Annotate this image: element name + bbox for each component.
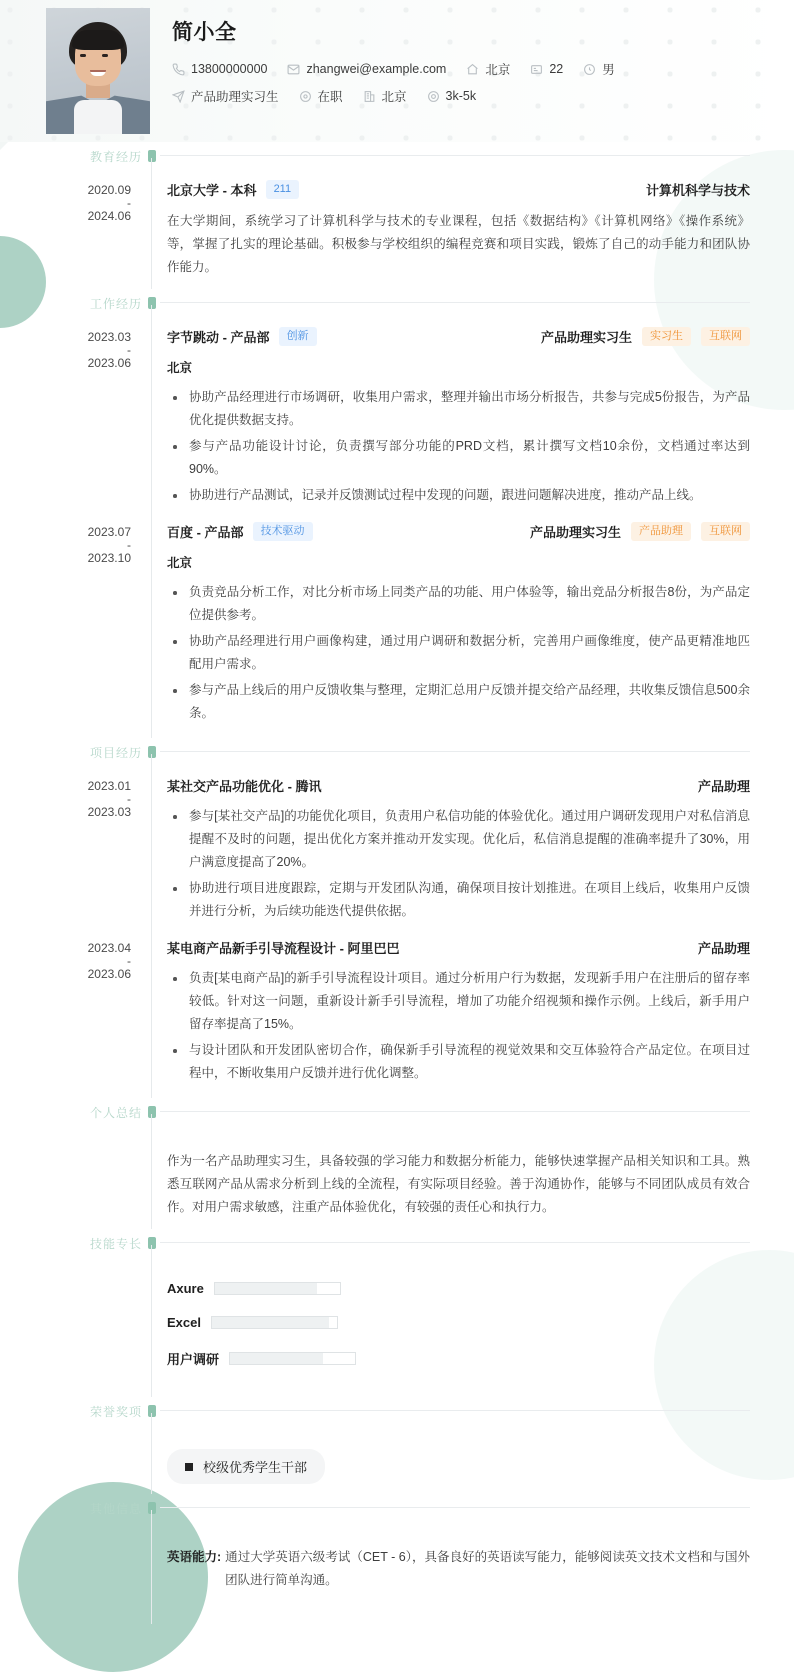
section-title-education: 教育经历	[89, 150, 142, 164]
date-separator: -	[127, 792, 131, 806]
gender-icon	[583, 63, 596, 76]
project-bullets	[167, 967, 750, 1085]
project-item	[0, 768, 794, 930]
contact-email	[287, 62, 446, 76]
education-date-start: 2020.09	[87, 183, 131, 197]
education-date-end: 2024.06	[87, 209, 131, 223]
project-bullet: 与设计团队和开发团队密切合作，确保新手引导流程的视觉效果和交互体验符合产品定位。在项目过程中，不断收集用户反馈并进行优化调整。	[167, 1039, 750, 1085]
education-item	[0, 172, 794, 283]
work-company: 百度 - 产品部	[167, 525, 244, 540]
work-bullets	[167, 581, 750, 725]
section-title-skills: 技能专长	[89, 1237, 142, 1251]
section-other	[0, 1494, 794, 1624]
skills-date-spacer	[0, 1267, 151, 1387]
section-marker-icon	[148, 1237, 156, 1249]
job-status-text: 在职	[317, 90, 343, 104]
work-item	[0, 319, 794, 514]
section-honors	[0, 1397, 794, 1494]
summary-date-spacer	[0, 1136, 151, 1219]
page-title: 简小全	[172, 21, 237, 44]
contact-gender-text: 男	[602, 63, 615, 77]
contact-age-text: 22	[549, 62, 564, 76]
skill-row	[167, 1349, 750, 1368]
other-info-value: 通过大学英语六级考试（CET - 6），具备良好的英语读写能力，能够阅读英文技术文档和与国外团队进行简单沟通。	[225, 1550, 750, 1587]
work-bullets	[167, 386, 750, 507]
section-summary	[0, 1098, 794, 1229]
salary-icon	[427, 90, 440, 103]
skill-row	[167, 1315, 750, 1330]
other-date-spacer	[0, 1532, 151, 1592]
section-divider	[160, 1111, 750, 1112]
project-date-start: 2023.01	[87, 779, 131, 793]
project-item	[0, 930, 794, 1092]
project-date-end: 2023.03	[87, 805, 131, 819]
section-title-other: 其他信息	[89, 1502, 142, 1516]
home-icon	[466, 63, 479, 76]
contact-phone-text: 13800000000	[191, 62, 268, 76]
project-bullet: 负责[某电商产品]的新手引导流程设计项目。通过分析用户行为数据，发现新手用户在注册后的留存率较低。针对这一问题，重新设计新手引导流程，增加了功能介绍视频和操作示例。上线后，新手用户留存率提高了15%。	[167, 967, 750, 1036]
work-bullet: 协助进行产品测试，记录并反馈测试过程中发现的问题，跟进问题解决进度，推动产品上线。	[167, 484, 750, 507]
mail-icon	[287, 63, 300, 76]
avatar	[46, 8, 150, 134]
summary-text: 作为一名产品助理实习生，具备较强的学习能力和数据分析能力，能够快速掌握产品相关知识和工具。熟悉互联网产品从需求分析到上线的全流程，有实际项目经验。善于沟通协作，能够与不同团队成员有效合作。对用户需求敏感，注重产品体验优化，有较强的责任心和执行力。	[167, 1154, 750, 1214]
work-location: 北京	[167, 556, 193, 570]
project-date	[0, 938, 151, 1088]
summary-item	[0, 1128, 794, 1223]
section-skills	[0, 1229, 794, 1397]
skill-row	[167, 1281, 750, 1296]
section-marker-icon	[148, 150, 156, 162]
contact-gender	[583, 60, 615, 78]
work-date	[0, 327, 151, 510]
section-title-summary: 个人总结	[89, 1106, 142, 1120]
skill-level-fill	[230, 1353, 323, 1364]
section-education	[0, 142, 794, 289]
skills-item	[0, 1259, 794, 1391]
other-info-label: 英语能力:	[167, 1550, 222, 1564]
honor-badge	[167, 1449, 325, 1484]
work-tag: 实习生	[642, 327, 691, 346]
work-date	[0, 522, 151, 728]
job-status	[299, 87, 343, 105]
section-marker-icon	[148, 746, 156, 758]
section-work	[0, 289, 794, 738]
section-divider	[160, 1507, 750, 1508]
work-position: 产品助理实习生	[540, 330, 632, 345]
skill-name: Excel	[167, 1315, 201, 1330]
section-title-project: 项目经历	[89, 746, 142, 760]
project-date-start: 2023.04	[87, 941, 131, 955]
education-major: 计算机科学与技术	[645, 183, 750, 198]
education-school: 北京大学 - 本科	[167, 183, 257, 198]
work-date-start: 2023.07	[87, 525, 131, 539]
contact-city-text: 北京	[485, 63, 511, 77]
phone-icon	[172, 63, 185, 76]
job-intent-city-text: 北京	[381, 90, 407, 104]
skill-level-fill	[215, 1283, 318, 1294]
salary-expectation-text: 3k-5k	[445, 89, 477, 103]
section-divider	[160, 1410, 750, 1411]
contact-email-text: zhangwei@example.com	[306, 62, 447, 76]
contact-age	[530, 62, 563, 76]
project-bullet: 协助进行项目进度跟踪，定期与开发团队沟通，确保项目按计划推进。在项目上线后，收集用户反馈并进行分析，为后续功能迭代提供依据。	[167, 877, 750, 923]
section-divider	[160, 751, 750, 752]
date-separator: -	[127, 538, 131, 552]
job-intent-city	[363, 87, 407, 105]
project-bullet: 参与[某社交产品]的功能优化项目，负责用户私信功能的体验优化。通过用户调研发现用户对私信消息提醒不及时的问题，提出优化方案并推动开发实现。优化后，私信消息提醒的准确率提升了30%，用户满意度提高了20%。	[167, 805, 750, 874]
date-separator: -	[127, 954, 131, 968]
resume-header	[0, 0, 794, 142]
work-bullet: 参与产品功能设计讨论，负责撰写部分功能的PRD文档，累计撰写文档10余份，文档通过率达到90%。	[167, 435, 750, 481]
section-divider	[160, 302, 750, 303]
skill-name: 用户调研	[167, 1352, 220, 1367]
salary-expectation	[427, 89, 477, 103]
work-company: 字节跳动 - 产品部	[167, 330, 270, 345]
project-role: 产品助理	[697, 941, 750, 956]
honors-item	[0, 1427, 794, 1488]
section-marker-icon	[148, 1106, 156, 1118]
work-bullet: 协助产品经理进行市场调研，收集用户需求，整理并输出市场分析报告，共参与完成5份报告，为产品优化提供数据支持。	[167, 386, 750, 432]
building-icon	[363, 90, 376, 103]
work-location: 北京	[167, 361, 193, 375]
project-name: 某社交产品功能优化 - 腾讯	[167, 779, 322, 794]
contact-row-secondary	[172, 87, 635, 105]
skill-level-bar	[211, 1316, 338, 1329]
work-tag: 互联网	[701, 522, 750, 541]
section-title-work: 工作经历	[89, 297, 142, 311]
honor-label: 校级优秀学生干部	[203, 1460, 308, 1475]
skill-level-bar	[214, 1282, 341, 1295]
section-marker-icon	[148, 1405, 156, 1417]
contact-city	[466, 60, 510, 78]
project-name: 某电商产品新手引导流程设计 - 阿里巴巴	[167, 941, 400, 956]
honors-date-spacer	[0, 1435, 151, 1484]
contact-row-primary	[172, 60, 635, 78]
id-card-icon	[530, 63, 543, 76]
date-separator: -	[127, 196, 131, 210]
section-marker-icon	[148, 297, 156, 309]
skill-name: Axure	[167, 1281, 204, 1296]
education-date	[0, 180, 151, 279]
work-date-start: 2023.03	[87, 330, 131, 344]
work-bullet: 负责竞品分析工作，对比分析市场上同类产品的功能、用户体验等，输出竞品分析报告8份，为产品定位提供参考。	[167, 581, 750, 627]
work-bullet: 协助产品经理进行用户画像构建，通过用户调研和数据分析，完善用户画像维度，使产品更精准地匹配用户需求。	[167, 630, 750, 676]
section-project	[0, 738, 794, 1098]
section-divider	[160, 1242, 750, 1243]
status-icon	[299, 90, 312, 103]
section-title-honors: 荣誉奖项	[89, 1405, 142, 1419]
job-intent-position-text: 产品助理实习生	[191, 90, 279, 104]
section-divider	[160, 155, 750, 156]
other-item	[0, 1524, 794, 1596]
work-bullet: 参与产品上线后的用户反馈收集与整理，定期汇总用户反馈并提交给产品经理，共收集反馈信息500余条。	[167, 679, 750, 725]
work-date-end: 2023.10	[87, 551, 131, 565]
work-date-end: 2023.06	[87, 356, 131, 370]
section-marker-icon	[148, 1502, 156, 1514]
work-tag: 互联网	[701, 327, 750, 346]
project-date	[0, 776, 151, 926]
skill-level-fill	[212, 1317, 330, 1328]
work-company-tag: 创新	[279, 327, 317, 346]
work-item	[0, 514, 794, 732]
contact-phone	[172, 62, 267, 76]
education-tag: 211	[266, 180, 300, 199]
project-bullets	[167, 805, 750, 923]
work-position: 产品助理实习生	[529, 525, 621, 540]
date-separator: -	[127, 343, 131, 357]
paper-plane-icon	[172, 90, 185, 103]
job-intent-position	[172, 87, 279, 105]
skill-level-bar	[229, 1352, 356, 1365]
project-date-end: 2023.06	[87, 967, 131, 981]
education-description: 在大学期间，系统学习了计算机科学与技术的专业课程，包括《数据结构》《计算机网络》《操作系统》等，掌握了扎实的理论基础。积极参与学校组织的编程竞赛和项目实践，锻炼了自己的动手能力和团队协作能力。	[167, 214, 750, 274]
resume-body	[0, 142, 794, 1644]
other-info-line	[167, 1546, 750, 1592]
work-tag: 产品助理	[631, 522, 691, 541]
square-bullet-icon	[185, 1463, 193, 1471]
work-company-tag: 技术驱动	[253, 522, 313, 541]
project-role: 产品助理	[697, 779, 750, 794]
